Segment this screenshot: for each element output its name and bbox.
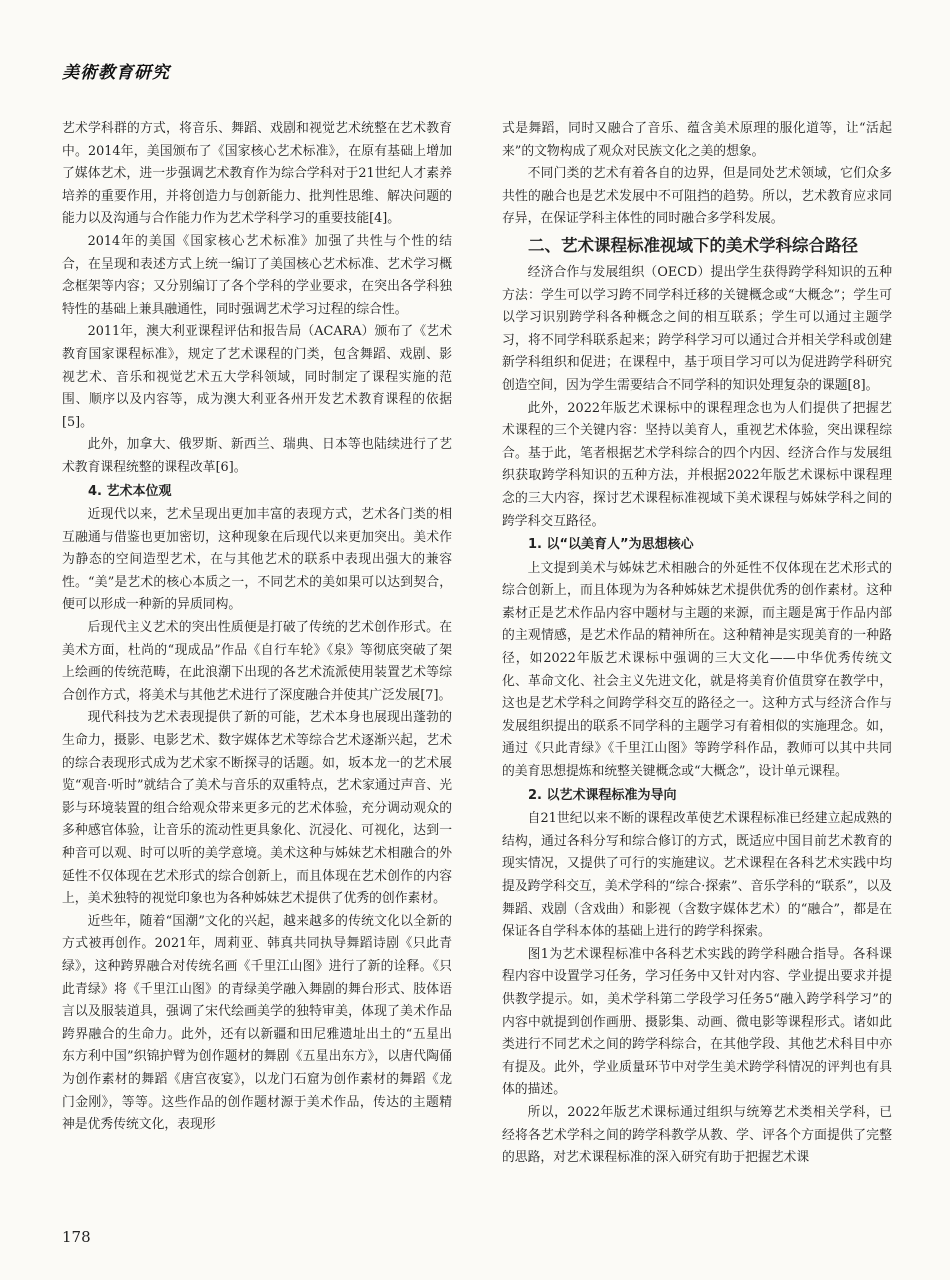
section-heading: 二、艺术课程标准视域下的美术学科综合路径 bbox=[528, 235, 858, 255]
journal-title: 美術教育研究 bbox=[62, 63, 170, 83]
left-column bbox=[62, 118, 452, 1198]
paragraph: 此外，加拿大、俄罗斯、新西兰、瑞典、日本等也陆续进行了艺术教育课程统整的课程改革[6]。 bbox=[62, 437, 452, 475]
paragraph: 上文提到美术与姊妹艺术相融合的外延性不仅体现在艺术形式的综合创新上，而且体现为为各种姊妹艺术提供优秀的创作素材。这种素材正是艺术作品内容中题材与主题的来源，而主题是寓于作品内部的主观情感，是艺术作品的精神所在。这种精神是实现美育的一种路径，如2022年版艺术课标中强调的三大文化——中华优秀传统文化、革命文化、社会主义先进文化，就是将美育价值贯穿在教学中，这也是艺术学科之间跨学科交互的路径之一。这种方式与经济合作与发展组织提出的联系不同学科的主题学习有着相似的实施理念。如，通过《只此青绿》《千里江山图》等跨学科作品，教师可以其中共同的美育思想提炼和统整关键概念或“大概念”，设计单元课程。 bbox=[502, 560, 892, 780]
paragraph: 现代科技为艺术表现提供了新的可能，艺术本身也展现出蓬勃的生命力，摄影、电影艺术、数字媒体艺术等综合艺术逐渐兴起，艺术的综合表现形式成为艺术家不断探寻的话题。如，坂本龙一的艺术展览“观音·听时”就结合了美术与音乐的双重特点，艺术家通过声音、光影与环境装置的组合给观众带来更多元的艺术体验，充分调动观众的多种感官体验，让音乐的流动性更具象化、沉浸化、可视化，达到一种音可以观、时可以听的美学意境。美术这种与姊妹艺术相融合的外延性不仅体现在艺术形式的综合创新上，而且体现在艺术创作的内容上，美术独特的视觉印象也为各种姊妹艺术提供了优秀的创作素材。 bbox=[62, 710, 452, 907]
paragraph: 近些年，随着“国潮”文化的兴起，越来越多的传统文化以全新的方式被再创作。2021年，周莉亚、韩真共同执导舞蹈诗剧《只此青绿》，这种跨界融合对传统名画《千里江山图》进行了新的诠释。《只此青绿》将《千里江山图》的青绿美学融入舞剧的舞台形式、肢体语言以及服装道具，强调了宋代绘画美学的独特审美，体现了美术作品跨界融合的生命力。此外，还有以新疆和田尼雅遗址出土的“五星出东方利中国”织锦护臂为创作题材的舞剧《五星出东方》，以唐代陶俑为创作素材的舞蹈《唐宫夜宴》，以龙门石窟为创作素材的舞蹈《龙门金刚》，等等。这些作品的创作题材源于美术作品，传达的主题精神是优秀传统文化，表现形 bbox=[62, 913, 452, 1133]
paragraph: 后现代主义艺术的突出性质便是打破了传统的艺术创作形式。在美术方面，杜尚的“现成品”作品《自行车轮》《泉》等彻底突破了架上绘画的传统范畴，在此浪潮下出现的各艺术流派使用装置艺术等综合创作方式，将美术与其他艺术进行了深度融合并使其广泛发展[7]。 bbox=[62, 620, 452, 703]
paragraph: 此外，2022年版艺术课标中的课程理念也为人们提供了把握艺术课程的三个关键内容：坚持以美育人，重视艺术体验，突出课程综合。基于此，笔者根据艺术学科综合的四个内因、经济合作与发展组织获取跨学科知识的五种方法，并根据2022年版艺术课标中课程理念的三大内容，探讨艺术课程标准视域下美术课程与姊妹学科之间的跨学科交互路径。 bbox=[502, 400, 892, 529]
paragraph: 2014年的美国《国家核心艺术标准》加强了共性与个性的结合，在呈现和表述方式上统一编订了美国核心艺术标准、艺术学习概念框架等内容；又分别编订了各个学科的学业要求，在突出各学科独特性的基础上兼具融通性，同时强调艺术学习过程的综合性。 bbox=[62, 233, 452, 317]
subsection-heading: 2. 以艺术课程标准为导向 bbox=[528, 787, 677, 803]
subsection-heading: 4. 艺术本位观 bbox=[88, 483, 172, 499]
paragraph: 经济合作与发展组织（OECD）提出学生获得跨学科知识的五种方法：学生可以学习跨不同学科迁移的关键概念或“大概念”；学生可以学习识别跨学科各种概念之间的相互联系；学生可以通过主题学习，将不同学科联系起来；跨学科学习可以通过合并相关学科或创建新学科组织和促进；在课程中，基于项目学习可以为促进跨学科研究创造空间，因为学生需要结合不同学科的知识处理复杂的课题[8]。 bbox=[502, 264, 892, 393]
right-column bbox=[502, 118, 892, 1198]
paragraph: 所以，2022年版艺术课标通过组织与统筹艺术类相关学科，已经将各艺术学科之间的跨学科教学从教、学、评各个方面提供了完整的思路，对艺术课程标准的深入研究有助于把握艺术课 bbox=[502, 1104, 892, 1166]
paragraph: 不同门类的艺术有着各自的边界，但是同处艺术领域，它们众多共性的融合也是艺术发展中不可阻挡的趋势。所以，艺术教育应求同存异，在保证学科主体性的同时融合多学科发展。 bbox=[502, 166, 892, 227]
paragraph: 2011年，澳大利亚课程评估和报告局（ACARA）颁布了《艺术教育国家课程标准》，规定了艺术课程的门类，包含舞蹈、戏剧、影视艺术、音乐和视觉艺术五大学科领域，同时制定了课程实施的范围、顺序以及内容等，成为澳大利亚各州开发艺术教育课程的依据[5]。 bbox=[62, 324, 452, 430]
page-number: 178 bbox=[62, 1228, 91, 1246]
subsection-heading: 1. 以“以美育人”为思想核心 bbox=[528, 537, 694, 553]
paragraph: 艺术学科群的方式，将音乐、舞蹈、戏剧和视觉艺术统整在艺术教育中。2014年，美国颁布了《国家核心艺术标准》，在原有基础上增加了媒体艺术，进一步强调艺术教育作为综合学科对于21世纪人才素养培养的重要作用，并将创造力与创新能力、批判性思维、解决问题的能力以及沟通与合作能力作为艺术学科学习的重要技能[4]。 bbox=[62, 121, 452, 227]
paragraph: 近现代以来，艺术呈现出更加丰富的表现方式，艺术各门类的相互融通与借鉴也更加密切，这种现象在后现代以来更加突出。美术作为静态的空间造型艺术，在与其他艺术的联系中表现出强大的兼容性。“美”是艺术的核心本质之一，不同艺术的美如果可以达到契合，便可以形成一种新的异质同构。 bbox=[62, 507, 452, 613]
paragraph: 图1为艺术课程标准中各科艺术实践的跨学科融合指导。各科课程内容中设置学习任务，学习任务中又针对内容、学业提出要求并提供教学提示。如，美术学科第二学段学习任务5“融入跨学科学习”的内容中就提到创作画册、摄影集、动画、微电影等课程形式。诸如此类进行不同艺术之间的跨学科综合，在其他学段、其他艺术科目中亦有提及。此外，学业质量环节中对学生美术跨学科情况的评判也有具体的描述。 bbox=[502, 946, 892, 1098]
paragraph: 式是舞蹈，同时又融合了音乐、蕴含美术原理的服化道等，让“活起来”的文物构成了观众对民族文化之美的想象。 bbox=[502, 121, 892, 159]
paragraph: 自21世纪以来不断的课程改革使艺术课程标准已经建立起成熟的结构，通过各科分写和综合修订的方式，既适应中国目前艺术教育的现实情况，又提供了可行的实施建议。艺术课程在各科艺术实践中均提及跨学科交互，美术学科的“综合·探索”、音乐学科的“联系”，以及舞蹈、戏剧（含戏曲）和影视（含数字媒体艺术）的“融合”，都是在保证各自学科本体的基础上进行的跨学科探索。 bbox=[502, 811, 892, 940]
